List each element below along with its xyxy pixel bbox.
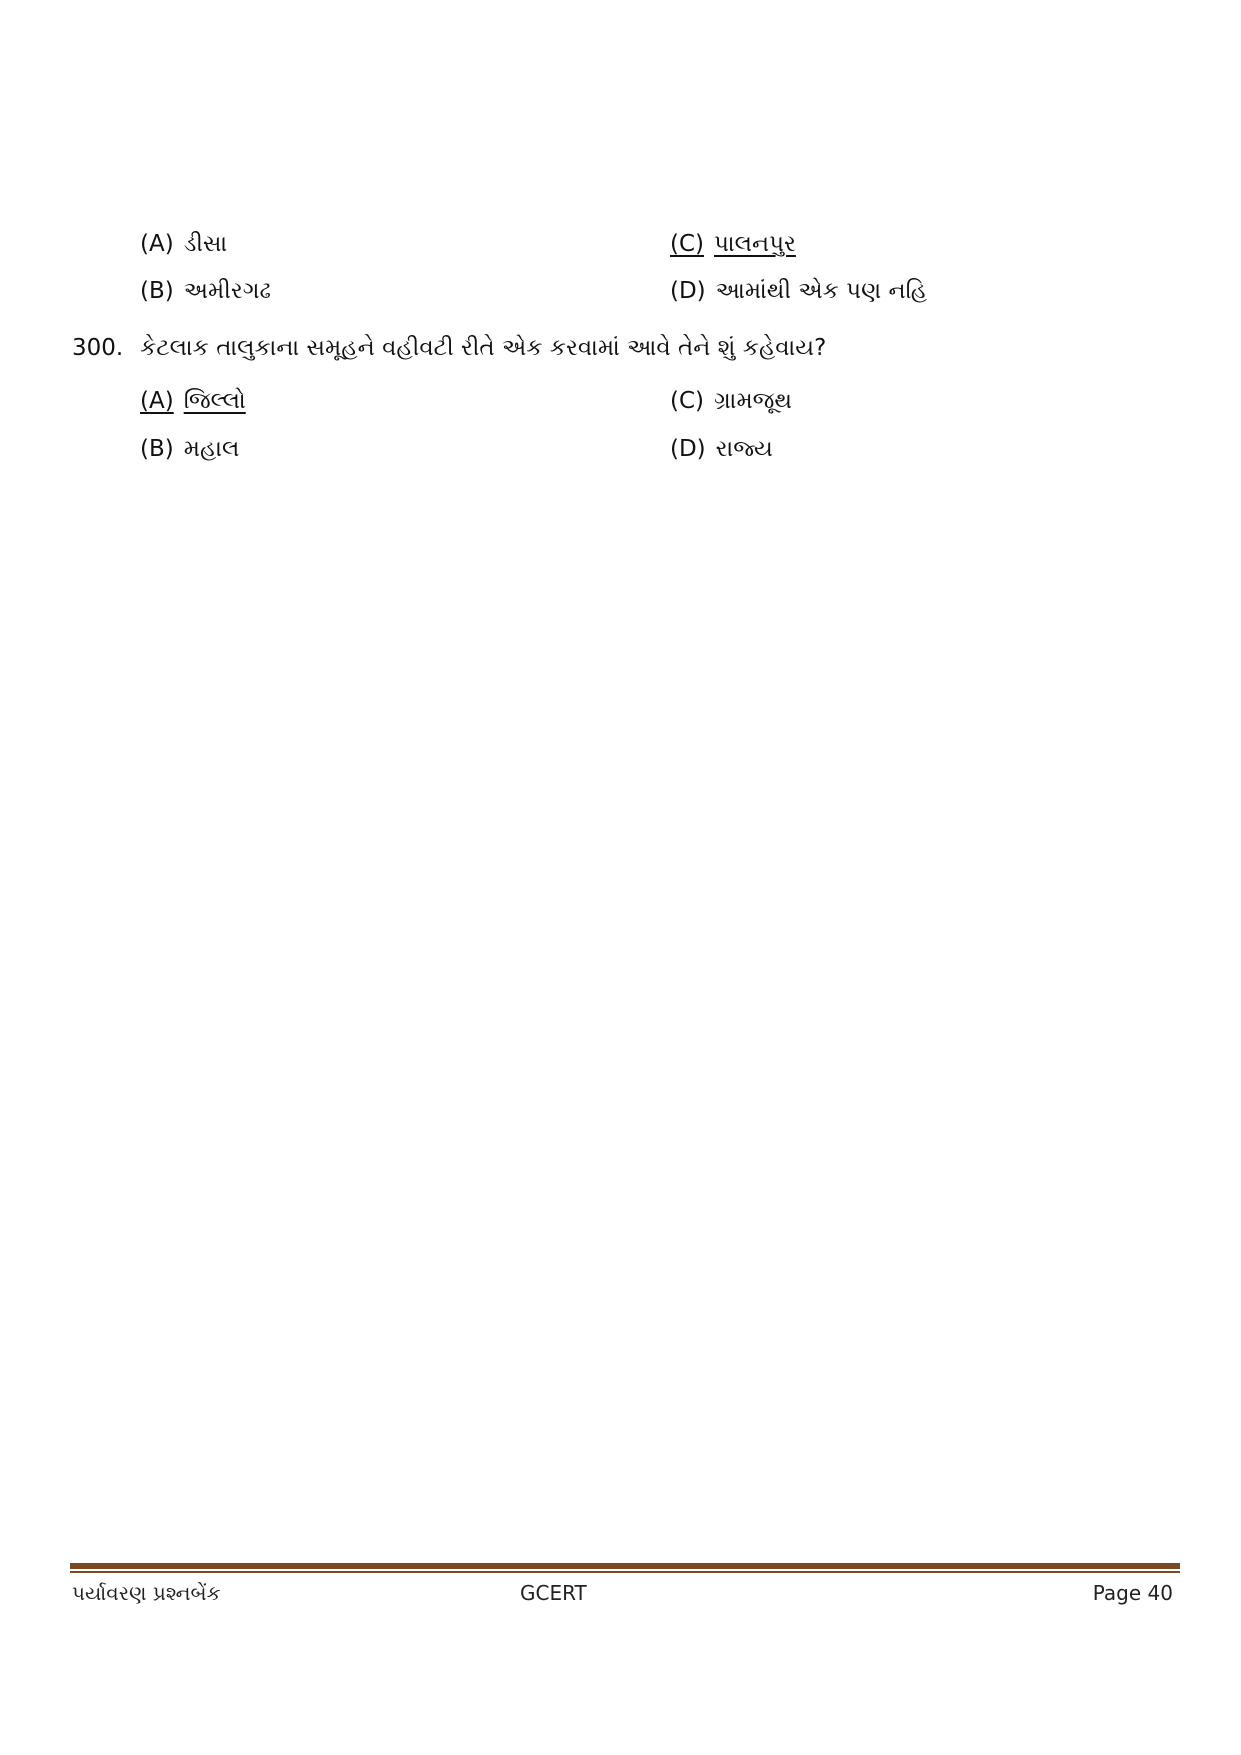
- option-letter: (B): [140, 436, 174, 462]
- option-text: મહાલ: [183, 436, 240, 462]
- option-text: ડીસા: [183, 231, 228, 257]
- option-text: આમાંથી એક પણ નહિ: [715, 278, 928, 304]
- prev-option-c-correct: [670, 229, 796, 259]
- option-letter: (A): [140, 388, 174, 414]
- prev-option-b: [140, 276, 271, 306]
- option-text: પાલનપુર: [714, 231, 796, 257]
- footer-divider-thin: [70, 1571, 1180, 1573]
- option-b: [140, 434, 239, 464]
- footer-page-number: Page 40: [1092, 1581, 1173, 1605]
- question-text: કેટલાક તાલુકાના સમૂહને વહીવટી રીતે એક કરવામાં આવે તેને શું કહેવાય?: [140, 335, 827, 361]
- option-c: [670, 386, 792, 416]
- option-letter: (A): [140, 231, 174, 257]
- question-number: 300.: [72, 335, 124, 361]
- option-letter: (B): [140, 278, 174, 304]
- footer-publisher: GCERT: [520, 1581, 587, 1605]
- prev-option-d: [670, 276, 927, 306]
- option-letter: (D): [670, 436, 706, 462]
- footer-divider-thick: [70, 1563, 1180, 1569]
- option-text: અમીરગઢ: [183, 278, 271, 304]
- prev-option-a: [140, 229, 227, 259]
- footer-book-title: પર્યાવરણ પ્રશ્નબેંક: [72, 1581, 221, 1605]
- option-letter: (D): [670, 278, 706, 304]
- option-text: જિલ્લો: [183, 388, 246, 414]
- option-text: ગ્રામજૂથ: [714, 388, 793, 414]
- option-letter: (C): [670, 231, 705, 257]
- option-text: રાજ્ય: [715, 436, 773, 462]
- option-letter: (C): [670, 388, 705, 414]
- option-d: [670, 434, 773, 464]
- option-a-correct: [140, 386, 246, 416]
